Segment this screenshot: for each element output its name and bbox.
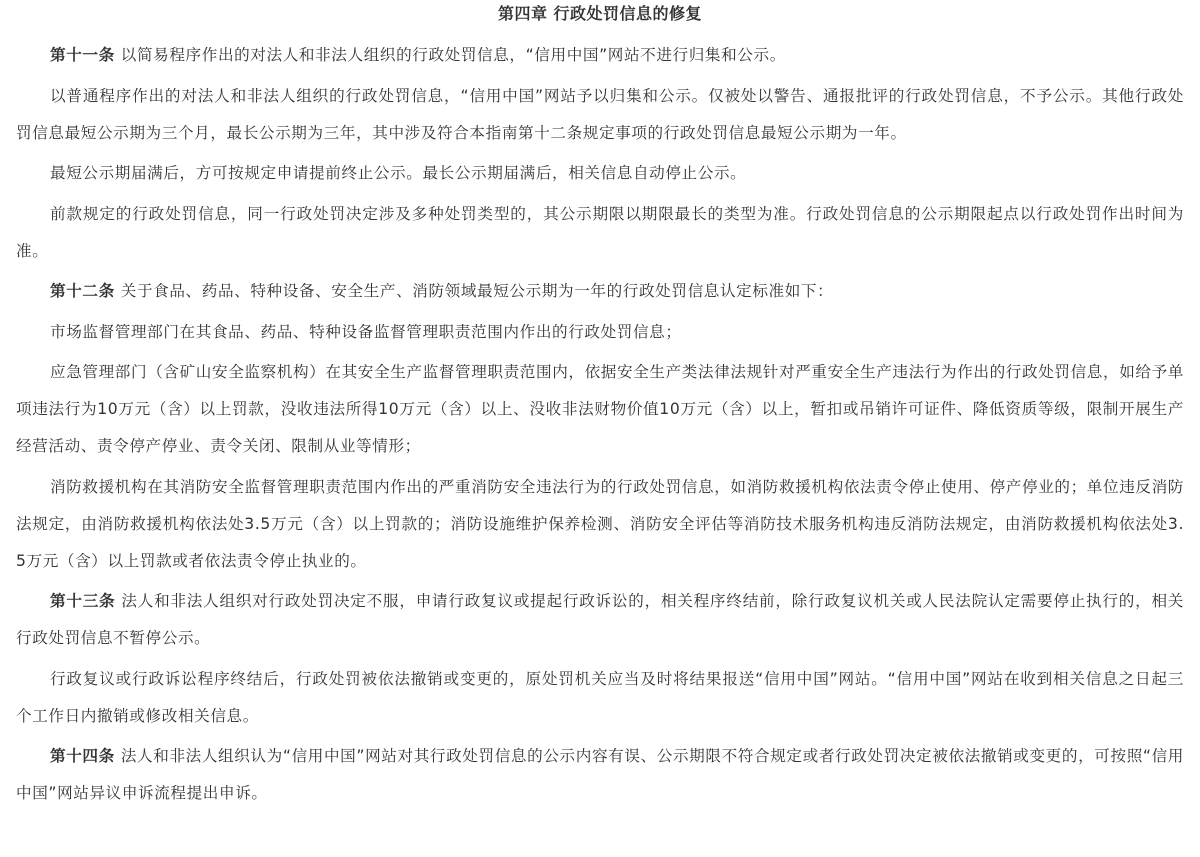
document-body [16, 37, 1184, 812]
article-label: 第十一条 [50, 46, 115, 64]
paragraph-text: 应急管理部门（含矿山安全监察机构）在其安全生产监督管理职责范围内，依据安全生产类法律法规针对严重安全生产违法行为作出的行政处罚信息，如给予单项违法行为10万元（含）以上罚款，没收违法所得10万元（含）以上、没收非法财物价值10万元（含）以上，暂扣或吊销许可证件、降低资质等级，限制开展生产经营活动、责令停产停业、责令关闭、限制从业等情形； [16, 363, 1184, 455]
paragraph [16, 469, 1184, 580]
paragraph-text: 法人和非法人组织对行政处罚决定不服，申请行政复议或提起行政诉讼的，相关程序终结前，除行政复议机关或人民法院认定需要停止执行的，相关行政处罚信息不暂停公示。 [16, 592, 1184, 647]
paragraph-text: 法人和非法人组织认为“信用中国”网站对其行政处罚信息的公示内容有误、公示期限不符合规定或者行政处罚决定被依法撤销或变更的，可按照“信用中国”网站异议申诉流程提出申诉。 [16, 747, 1185, 802]
paragraph-text: 关于食品、药品、特种设备、安全生产、消防领域最短公示期为一年的行政处罚信息认定标准如下： [120, 282, 834, 300]
article-label: 第十二条 [50, 282, 115, 300]
paragraph-text: 以普通程序作出的对法人和非法人组织的行政处罚信息，“信用中国”网站予以归集和公示。仅被处以警告、通报批评的行政处罚信息，不予公示。其他行政处罚信息最短公示期为三个月，最长公示期为三年，其中涉及符合本指南第十二条规定事项的行政处罚信息最短公示期为一年。 [16, 86, 1184, 142]
article-label: 第十四条 [50, 747, 115, 765]
paragraph [16, 155, 1184, 192]
paragraph-text: 以简易程序作出的对法人和非法人组织的行政处罚信息，“信用中国”网站不进行归集和公示。 [120, 46, 786, 64]
paragraph [16, 78, 1184, 152]
paragraph [16, 661, 1184, 735]
paragraph-text: 最短公示期届满后，方可按规定申请提前终止公示。最长公示期届满后，相关信息自动停止公示。 [50, 164, 747, 182]
paragraph [16, 354, 1184, 465]
paragraph-text: 消防救援机构在其消防安全监督管理职责范围内作出的严重消防安全违法行为的行政处罚信息，如消防救援机构依法责令停止使用、停产停业的；单位违反消防法规定，由消防救援机构依法处3.5万元（含）以上罚款的；消防设施维护保养检测、消防安全评估等消防技术服务机构违反消防法规定，由消防救援机构依法处3.5万元（含）以上罚款或者依法责令停止执业的。 [16, 477, 1184, 570]
article-12-paragraph [16, 273, 1184, 310]
article-14-paragraph [16, 738, 1184, 812]
paragraph [16, 196, 1184, 270]
article-13-paragraph [16, 583, 1184, 657]
article-11-paragraph [16, 37, 1184, 74]
article-label: 第十三条 [50, 592, 116, 610]
paragraph-text: 市场监督管理部门在其食品、药品、特种设备监督管理职责范围内作出的行政处罚信息； [50, 322, 682, 341]
paragraph-text: 前款规定的行政处罚信息，同一行政处罚决定涉及多种处罚类型的，其公示期限以期限最长的类型为准。行政处罚信息的公示期限起点以行政处罚作出时间为准。 [16, 204, 1184, 260]
paragraph-text: 行政复议或行政诉讼程序终结后，行政处罚被依法撤销或变更的，原处罚机关应当及时将结果报送“信用中国”网站。“信用中国”网站在收到相关信息之日起三个工作日内撤销或修改相关信息。 [16, 669, 1184, 725]
paragraph [16, 314, 1184, 351]
chapter-title: 第四章 行政处罚信息的修复 [497, 4, 703, 23]
